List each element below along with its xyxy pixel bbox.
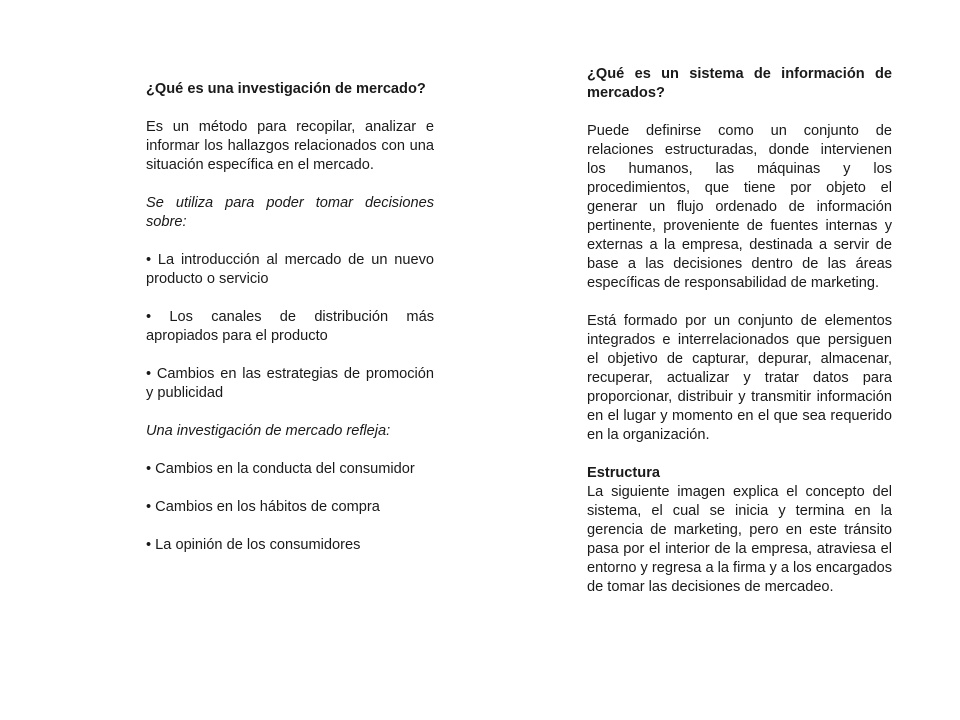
info-system-heading: ¿Qué es un sistema de información de mercados? bbox=[587, 66, 892, 101]
reflects-intro: Una investigación de mercado refleja: bbox=[146, 423, 391, 439]
info-system-paragraph: Puede definirse como un conjunto de relaciones estructuradas, donde intervienen los humanos, las máquinas y los procedimientos, que tiene por objeto el generar un flujo ordenado de información pertinente, proveniente de fuentes internas y externas a la empresa, destinada a servir de base a las decisiones dentro de las áreas específicas de responsabilidad de marketing. bbox=[587, 123, 892, 291]
info-system-paragraph: Está formado por un conjunto de elementos integrados e interrelacionados que persiguen el objetivo de capturar, depurar, almacenar, recuperar, actualizar y tratar datos para proporcionar, distribuir y transmitir información en el lugar y momento en el que sea requerido en la organización. bbox=[587, 313, 892, 443]
market-research-heading: ¿Qué es una investigación de mercado? bbox=[146, 81, 426, 97]
uses-item: • La introducción al mercado de un nuevo producto o servicio bbox=[146, 252, 434, 287]
structure-section bbox=[587, 464, 892, 597]
uses-item: • Los canales de distribución más apropiados para el producto bbox=[146, 309, 434, 344]
structure-heading: Estructura bbox=[587, 465, 660, 481]
reflects-item: • Cambios en la conducta del consumidor bbox=[146, 461, 415, 477]
uses-item: • Cambios en las estrategias de promoción y publicidad bbox=[146, 366, 434, 401]
reflects-item: • La opinión de los consumidores bbox=[146, 537, 361, 553]
market-research-definition: Es un método para recopilar, analizar e informar los hallazgos relacionados con una situación específica en el mercado. bbox=[146, 119, 434, 173]
reflects-item: • Cambios en los hábitos de compra bbox=[146, 499, 380, 515]
structure-text: La siguiente imagen explica el concepto del sistema, el cual se inicia y termina en la gerencia de marketing, pero en este tránsito pasa por el interior de la empresa, atraviesa el entorno y regresa a la firma y a los encargados de tomar las decisiones de mercadeo. bbox=[587, 484, 893, 595]
left-column bbox=[146, 80, 434, 555]
right-column bbox=[587, 65, 892, 597]
uses-intro: Se utiliza para poder tomar decisiones sobre: bbox=[146, 195, 434, 230]
